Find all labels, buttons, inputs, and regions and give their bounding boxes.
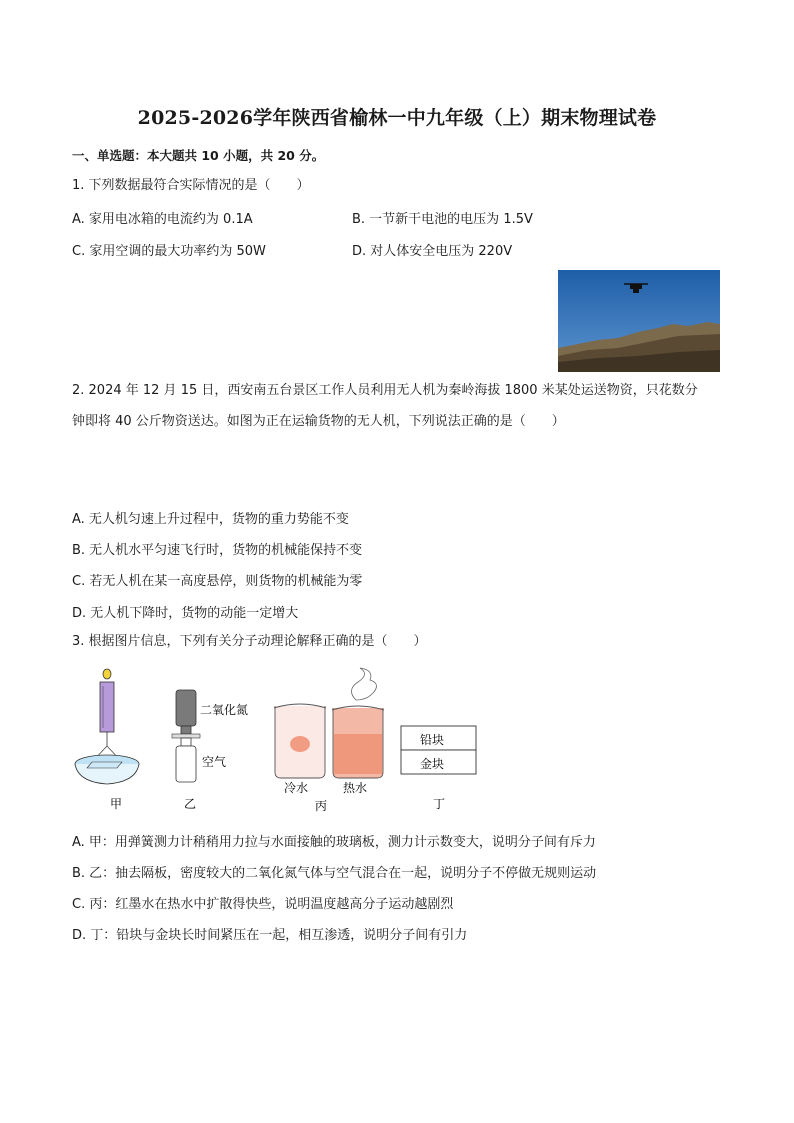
label-hot-water: 热水	[343, 781, 368, 795]
caption-ding: 丁	[433, 797, 446, 811]
section-heading: 一、单选题：本大题共 10 小题，共 20 分。	[72, 148, 325, 163]
q3-figure	[70, 664, 490, 824]
label-cold-water: 冷水	[284, 781, 309, 795]
drone-photo	[558, 270, 720, 372]
page-title: 2025-2026学年陕西省榆林一中九年级（上）期末物理试卷	[137, 107, 657, 129]
beakers	[274, 668, 384, 778]
label-gold: 金块	[420, 757, 445, 771]
label-no2: 二氧化氮	[200, 703, 249, 717]
label-air: 空气	[202, 755, 227, 769]
caption-jia: 甲	[110, 797, 123, 811]
q1-option-c: C. 家用空调的最大功率约为 50W	[72, 244, 266, 259]
spring-scale-apparatus	[75, 669, 139, 784]
q2-option-b: B. 无人机水平匀速飞行时，货物的机械能保持不变	[72, 543, 363, 558]
q1-option-a: A. 家用电冰箱的电流约为 0.1A	[72, 212, 253, 227]
label-lead: 铅块	[420, 733, 445, 747]
question-2-line-1: 2. 2024 年 12 月 15 日，西安南五台景区工作人员利用无人机为秦岭海拔 1800 米某处运送物资，只花数分	[72, 383, 698, 398]
question-1-stem: 1. 下列数据最符合实际情况的是（ ）	[72, 178, 310, 193]
q2-option-d: D. 无人机下降时，货物的动能一定增大	[72, 606, 299, 621]
q3-option-d: D. 丁：铅块与金块长时间紧压在一起，相互渗透，说明分子间有引力	[72, 928, 468, 943]
q2-option-c: C. 若无人机在某一高度悬停，则货物的机械能为零	[72, 574, 363, 589]
gas-bottles	[172, 690, 200, 782]
q3-option-a: A. 甲：用弹簧测力计稍稍用力拉与水面接触的玻璃板，测力计示数变大，说明分子间有斥力	[72, 835, 596, 850]
q1-option-b: B. 一节新干电池的电压为 1.5V	[352, 212, 533, 227]
q3-option-b: B. 乙：抽去隔板，密度较大的二氧化氮气体与空气混合在一起，说明分子不停做无规则运动	[72, 866, 597, 881]
caption-bing: 丙	[315, 799, 328, 813]
q3-option-c: C. 丙：红墨水在热水中扩散得快些，说明温度越高分子运动越剧烈	[72, 897, 454, 912]
caption-yi: 乙	[184, 797, 197, 811]
q2-option-a: A. 无人机匀速上升过程中，货物的重力势能不变	[72, 512, 349, 527]
question-2-line-2: 钟即将 40 公斤物资送达。如图为正在运输货物的无人机，下列说法正确的是（ ）	[72, 414, 565, 429]
q1-option-d: D. 对人体安全电压为 220V	[352, 244, 513, 259]
question-3-stem: 3. 根据图片信息，下列有关分子动理论解释正确的是（ ）	[72, 634, 427, 649]
